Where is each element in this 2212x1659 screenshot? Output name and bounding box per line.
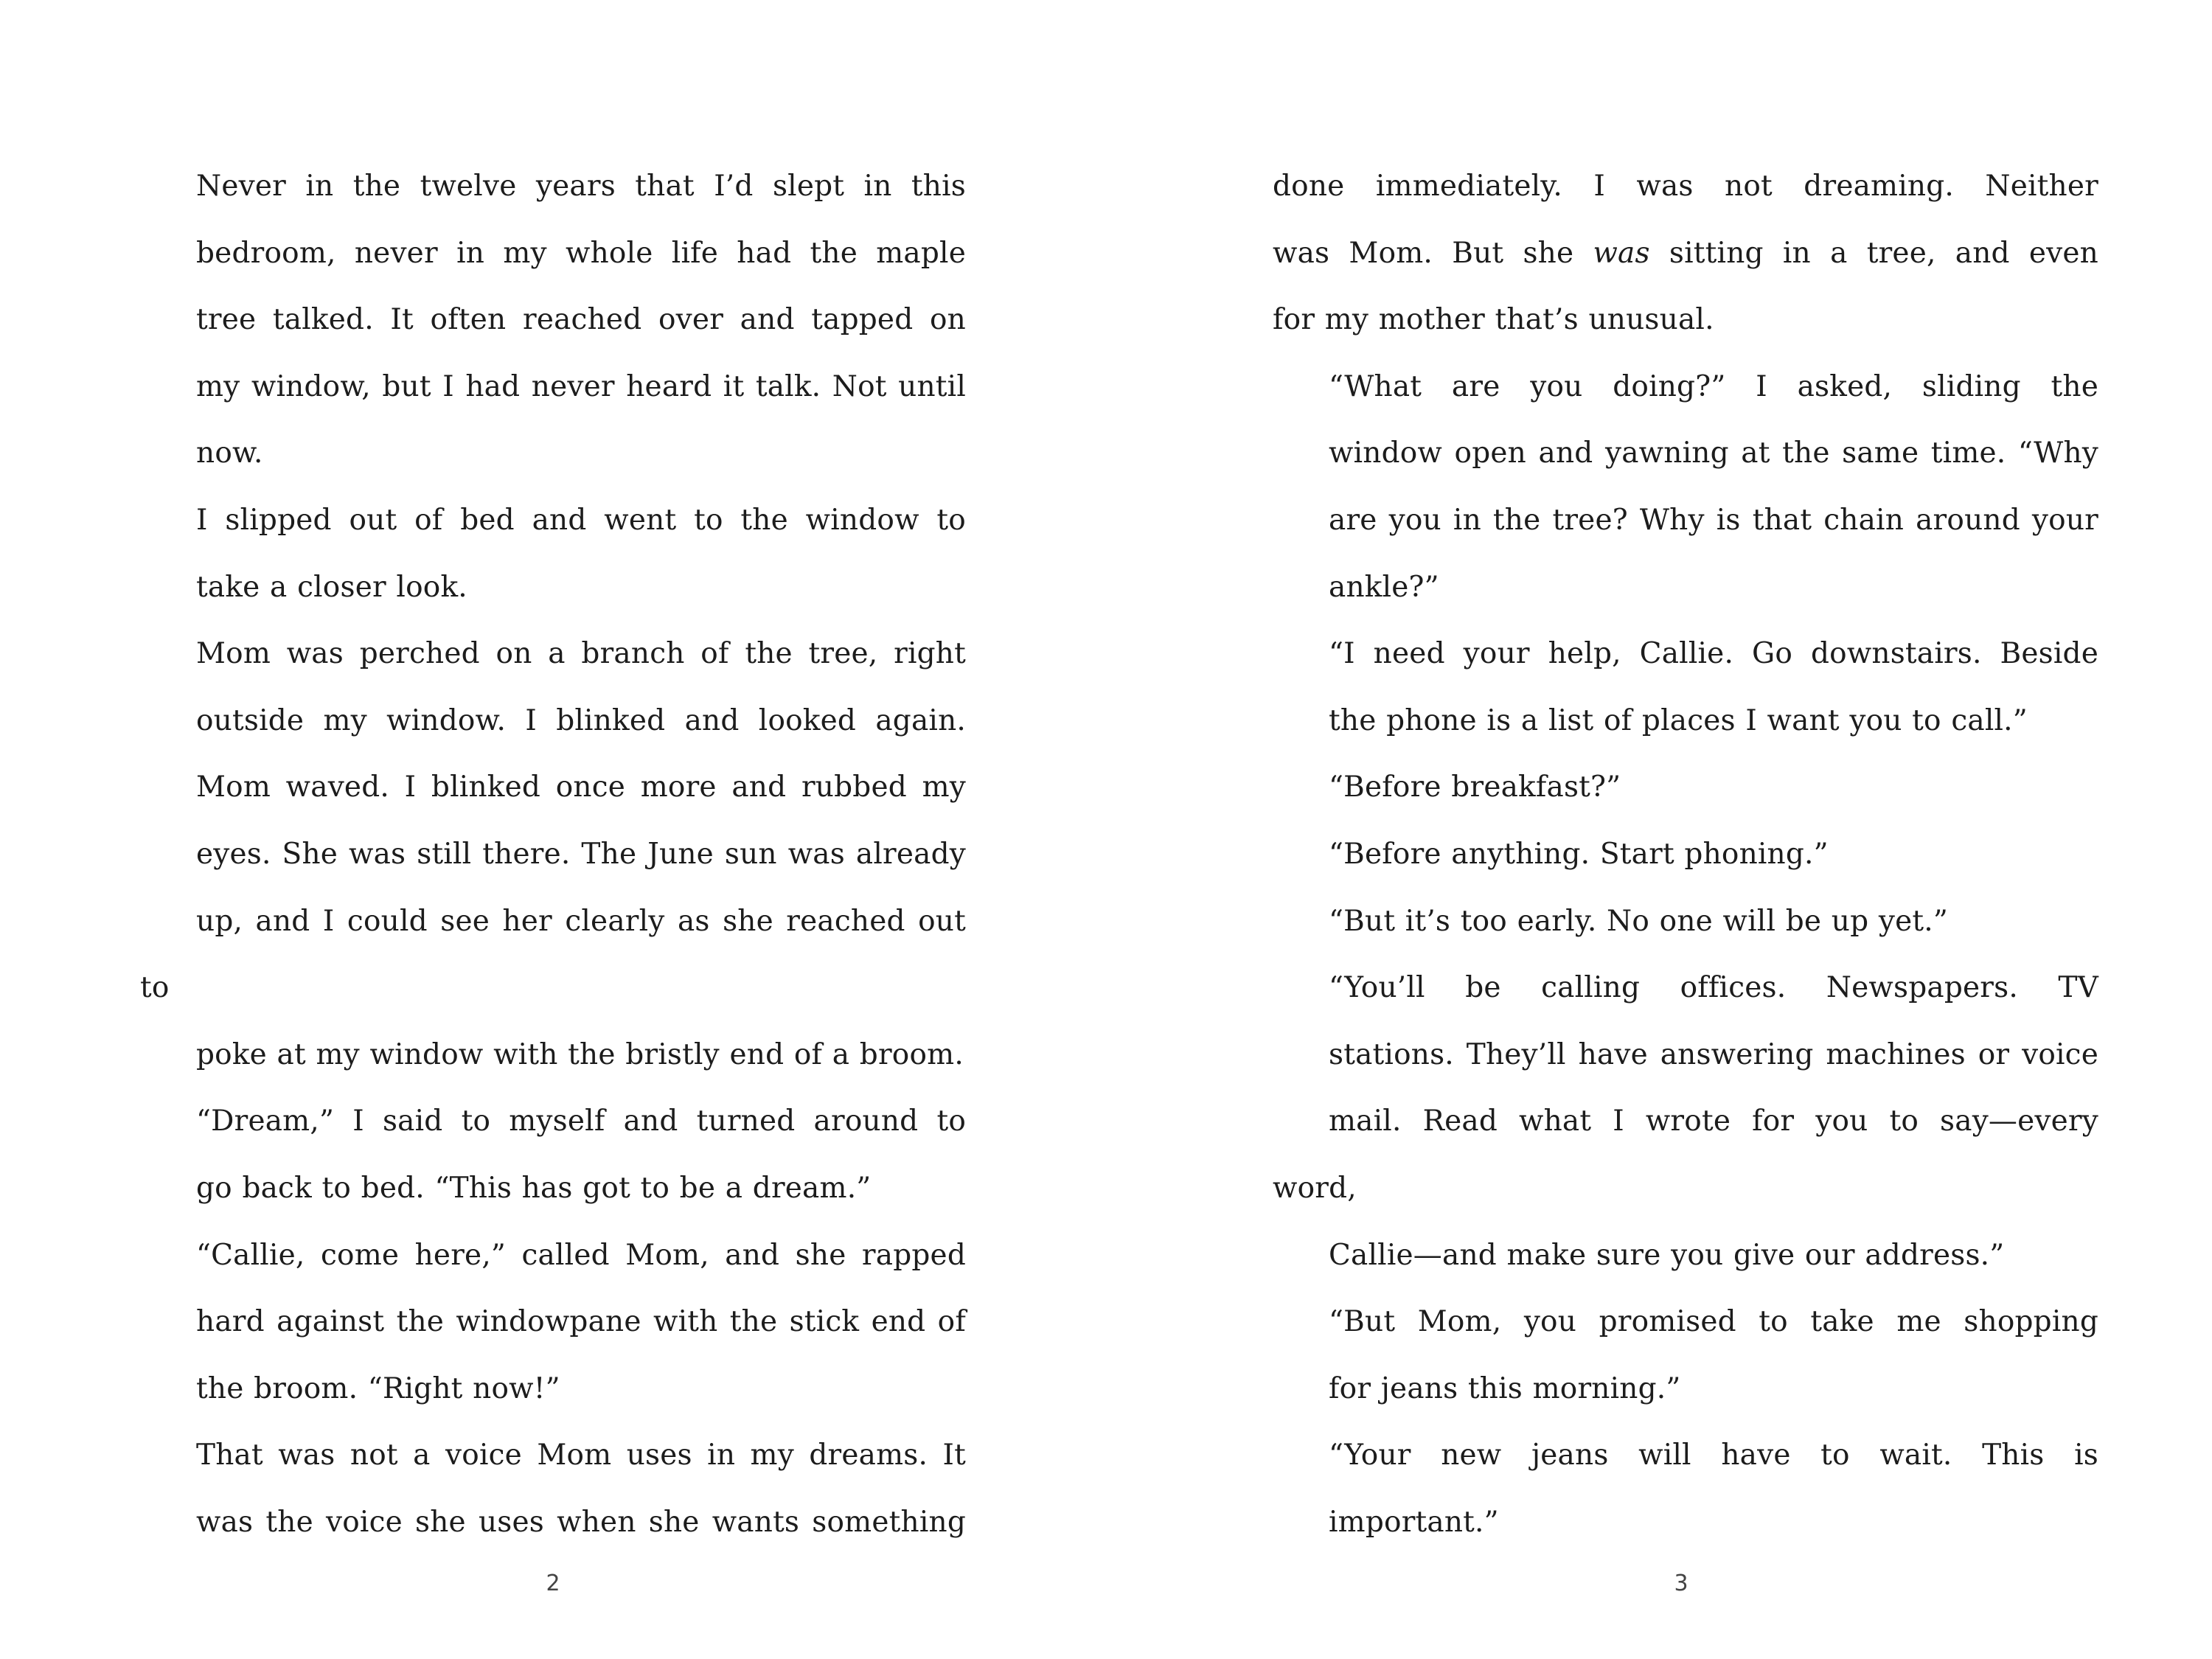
text-line: for jeans this morning.”	[1329, 1371, 1681, 1405]
text-line: poke at my window with the bristly end of a broom.	[196, 1037, 964, 1071]
text-line: window open and yawning at the same time. “Why	[1329, 437, 2098, 470]
right-page-text	[1273, 153, 2098, 1556]
text-line: was the voice she uses when she wants something	[196, 1505, 966, 1539]
text-line: tree talked. It often reached over and tapped on	[196, 303, 966, 337]
text-line: hard against the windowpane with the stick end of	[196, 1305, 966, 1339]
text-line: Mom was perched on a branch of the tree, right	[196, 637, 966, 671]
text-line: “Before anything. Start phoning.”	[1329, 837, 1829, 871]
text-line: eyes. She was still there. The June sun was already	[196, 837, 966, 871]
text-line: “Dream,” I said to myself and turned around to	[196, 1105, 966, 1138]
text-line: “Callie, come here,” called Mom, and she rapped	[196, 1238, 966, 1272]
text-line: That was not a voice Mom uses in my dreams. It	[196, 1439, 966, 1472]
paragraph	[1273, 354, 2098, 621]
paragraph	[1273, 955, 2098, 1289]
text-line: go back to bed. “This has got to be a dream.”	[196, 1171, 872, 1205]
text-line: are you in the tree? Why is that chain around your	[1329, 503, 2098, 537]
text-line: mail. Read what I wrote for you to say—every word,	[1273, 1105, 2098, 1205]
text-line: Callie—and make sure you give our address.”	[1329, 1238, 2005, 1272]
text-line: for my mother that’s unusual.	[1273, 303, 1714, 337]
text-line: take a closer look.	[196, 570, 467, 604]
paragraph	[140, 487, 966, 621]
text-line: done immediately. I was not dreaming. Neither	[1273, 170, 2098, 203]
text-line: “What are you doing?” I asked, sliding the	[1329, 369, 2098, 403]
text-line: I slipped out of bed and went to the window to	[196, 503, 966, 537]
text-line: important.”	[1329, 1505, 1499, 1539]
right-page-number: 3	[1674, 1571, 1688, 1596]
paragraph	[1273, 754, 2098, 821]
paragraph	[1273, 1422, 2098, 1556]
paragraph	[140, 153, 966, 487]
paragraph	[140, 621, 966, 1088]
text-line: now.	[196, 437, 263, 470]
paragraph	[1273, 621, 2098, 754]
paragraph	[1273, 153, 2098, 354]
text-line: Mom waved. I blinked once more and rubbed my	[196, 771, 966, 804]
paragraph	[140, 1088, 966, 1222]
text-line: “Before breakfast?”	[1329, 771, 1621, 804]
paragraph	[140, 1222, 966, 1423]
text-line: ankle?”	[1329, 570, 1439, 604]
text-line: bedroom, never in my whole life had the maple	[196, 236, 966, 270]
text-line: “I need your help, Callie. Go downstairs. Beside	[1329, 637, 2098, 671]
text-line: “But it’s too early. No one will be up yet.”	[1329, 904, 1948, 938]
left-page-number: 2	[546, 1571, 560, 1596]
right-page	[1106, 0, 2212, 1659]
text-line: up, and I could see her clearly as she reached out to	[140, 904, 966, 1005]
paragraph	[140, 1422, 966, 1556]
text-line: “Your new jeans will have to wait. This is	[1329, 1439, 2098, 1472]
paragraph	[1273, 888, 2098, 956]
text-line: the phone is a list of places I want you to call.”	[1329, 703, 2028, 737]
text-line: “You’ll be calling offices. Newspapers. TV	[1329, 971, 2098, 1005]
text-line: was Mom. But she was sitting in a tree, and even	[1273, 236, 2099, 270]
left-page-text	[140, 153, 966, 1556]
text-line: outside my window. I blinked and looked again.	[196, 703, 966, 737]
text-line: stations. They’ll have answering machines or voice	[1329, 1037, 2098, 1071]
text-line: “But Mom, you promised to take me shopping	[1329, 1305, 2098, 1339]
paragraph	[1273, 821, 2098, 888]
paragraph	[1273, 1289, 2098, 1422]
text-line: the broom. “Right now!”	[196, 1371, 560, 1405]
text-line: Never in the twelve years that I’d slept in this	[196, 170, 966, 203]
text-line: my window, but I had never heard it talk. Not until	[196, 369, 966, 403]
